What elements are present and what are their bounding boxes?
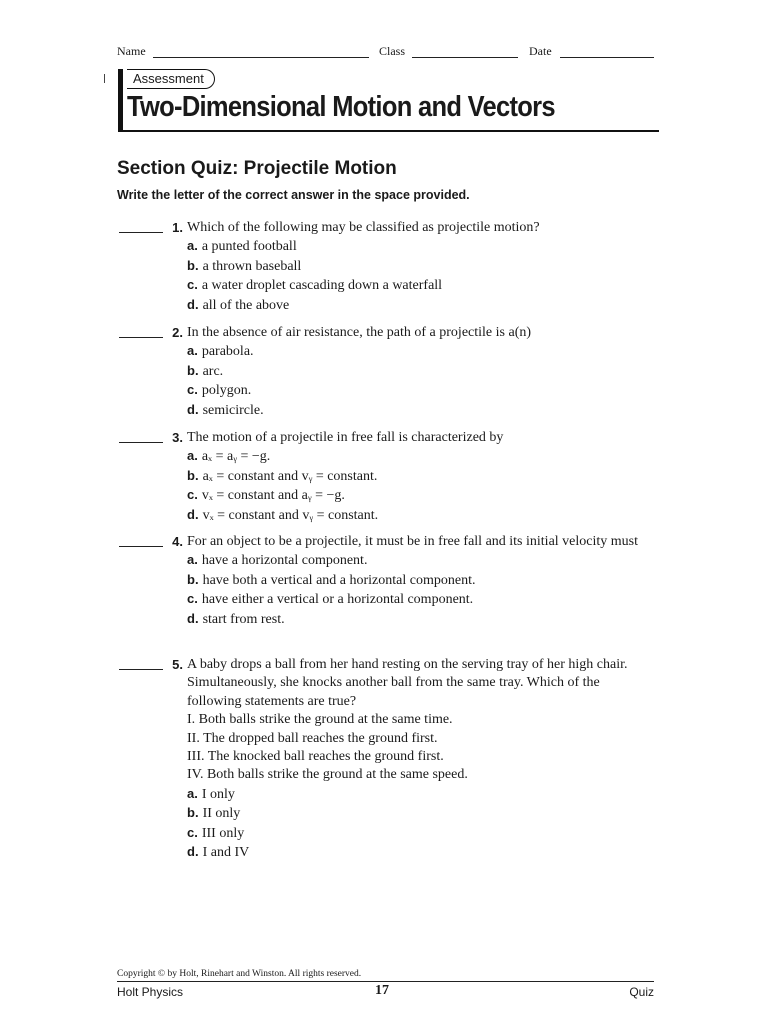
name-label: Name <box>117 44 146 58</box>
option-text: arc. <box>202 363 224 379</box>
question-number: 4. <box>172 534 183 549</box>
option-text: semicircle. <box>202 402 264 418</box>
option-letter: c. <box>187 382 198 398</box>
question-number: 1. <box>172 220 183 235</box>
document-type: Quiz <box>629 985 654 999</box>
option-text: have both a vertical and a horizontal component. <box>202 572 476 588</box>
option-text: II only <box>202 806 241 822</box>
question-stem: A baby drops a ball from her hand resting on the serving tray of her high chair. Simultaneously, she knocks another ball from the same tray. Which of the following statements are true? <box>187 657 628 709</box>
book-title: Holt Physics <box>117 985 184 999</box>
question-stem: In the absence of air resistance, the path of a projectile is a(n) <box>187 325 532 340</box>
date-field[interactable] <box>560 44 654 58</box>
option-letter: a. <box>187 343 198 359</box>
question-stem: Which of the following may be classified as projectile motion? <box>187 220 540 235</box>
question-1 <box>117 219 657 314</box>
statement-i: I. Both balls strike the ground at the same time. <box>187 712 453 728</box>
option-letter: c. <box>187 487 198 503</box>
question-3 <box>117 429 657 524</box>
option-text: start from rest. <box>202 611 285 627</box>
option-a <box>187 342 647 361</box>
option-b <box>187 257 647 276</box>
option-text: vₓ = constant and vᵧ = constant. <box>202 507 379 523</box>
question-number: 3. <box>172 430 183 445</box>
student-info-header <box>117 44 654 60</box>
option-d <box>187 401 647 420</box>
instructions: Write the letter of the correct answer in the space provided. <box>117 188 470 202</box>
answer-blank[interactable] <box>119 442 163 443</box>
answer-blank[interactable] <box>119 669 163 670</box>
option-text: have either a vertical or a horizontal component. <box>201 592 474 608</box>
option-letter: b. <box>187 467 199 483</box>
option-b <box>187 362 647 381</box>
option-text: have a horizontal component. <box>201 553 368 569</box>
answer-blank[interactable] <box>119 232 163 233</box>
class-field[interactable] <box>412 44 518 58</box>
option-letter: d. <box>187 844 199 860</box>
option-letter: d. <box>187 296 199 312</box>
option-b <box>187 467 647 486</box>
option-text: polygon. <box>201 383 252 399</box>
option-c <box>187 824 647 843</box>
option-text: aₓ = constant and vᵧ = constant. <box>202 468 378 484</box>
option-text: a thrown baseball <box>202 258 302 274</box>
margin-mark <box>104 74 105 83</box>
option-a <box>187 447 647 466</box>
option-b <box>187 804 647 823</box>
option-letter: a. <box>187 552 198 568</box>
option-d <box>187 610 647 629</box>
question-5 <box>117 656 657 866</box>
answer-blank[interactable] <box>119 337 163 338</box>
option-d <box>187 843 647 862</box>
option-b <box>187 571 647 590</box>
option-letter: c. <box>187 277 198 293</box>
question-number: 5. <box>172 657 183 672</box>
footer-divider <box>117 981 654 982</box>
assessment-badge: Assessment <box>127 69 215 89</box>
option-letter: d. <box>187 610 199 626</box>
option-letter: b. <box>187 257 199 273</box>
statement-ii: II. The dropped ball reaches the ground first. <box>187 730 438 746</box>
statement-iii: III. The knocked ball reaches the ground first. <box>187 749 444 765</box>
option-letter: a. <box>187 785 198 801</box>
document-title: Two-Dimensional Motion and Vectors <box>127 91 555 123</box>
option-d <box>187 506 647 525</box>
option-letter: c. <box>187 824 198 840</box>
option-letter: b. <box>187 571 199 587</box>
option-a <box>187 237 647 256</box>
question-number: 2. <box>172 325 183 340</box>
question-2 <box>117 324 657 419</box>
option-letter: a. <box>187 448 198 464</box>
question-stem: For an object to be a projectile, it must be in free fall and its initial velocity must <box>187 534 638 549</box>
option-letter: b. <box>187 805 199 821</box>
option-text: parabola. <box>201 344 254 360</box>
option-text: I only <box>201 786 235 802</box>
date-label: Date <box>529 44 552 58</box>
option-text: a punted football <box>201 239 297 255</box>
title-block <box>118 69 659 132</box>
question-stem: The motion of a projectile in free fall is characterized by <box>187 430 504 445</box>
option-a <box>187 551 647 570</box>
question-4 <box>117 533 657 648</box>
option-c <box>187 276 647 295</box>
option-d <box>187 296 647 315</box>
name-field[interactable] <box>153 44 369 58</box>
section-title: Section Quiz: Projectile Motion <box>117 158 397 179</box>
option-c <box>187 486 647 505</box>
option-text: III only <box>201 825 245 841</box>
option-c <box>187 381 647 400</box>
option-letter: d. <box>187 401 199 417</box>
page-number: 17 <box>375 983 389 998</box>
option-text: all of the above <box>202 297 290 313</box>
option-letter: a. <box>187 238 198 254</box>
option-text: I and IV <box>202 845 250 861</box>
option-text: aₓ = aᵧ = −g. <box>201 449 271 465</box>
option-letter: c. <box>187 591 198 607</box>
option-a <box>187 785 647 804</box>
option-text: a water droplet cascading down a waterfall <box>201 278 443 294</box>
answer-blank[interactable] <box>119 546 163 547</box>
option-text: vₓ = constant and aᵧ = −g. <box>201 488 345 504</box>
copyright-notice: Copyright © by Holt, Rinehart and Winston. All rights reserved. <box>117 969 362 979</box>
option-c <box>187 590 647 609</box>
class-label: Class <box>379 44 406 58</box>
option-letter: b. <box>187 362 199 378</box>
statement-iv: IV. Both balls strike the ground at the same speed. <box>187 767 468 783</box>
option-letter: d. <box>187 506 199 522</box>
